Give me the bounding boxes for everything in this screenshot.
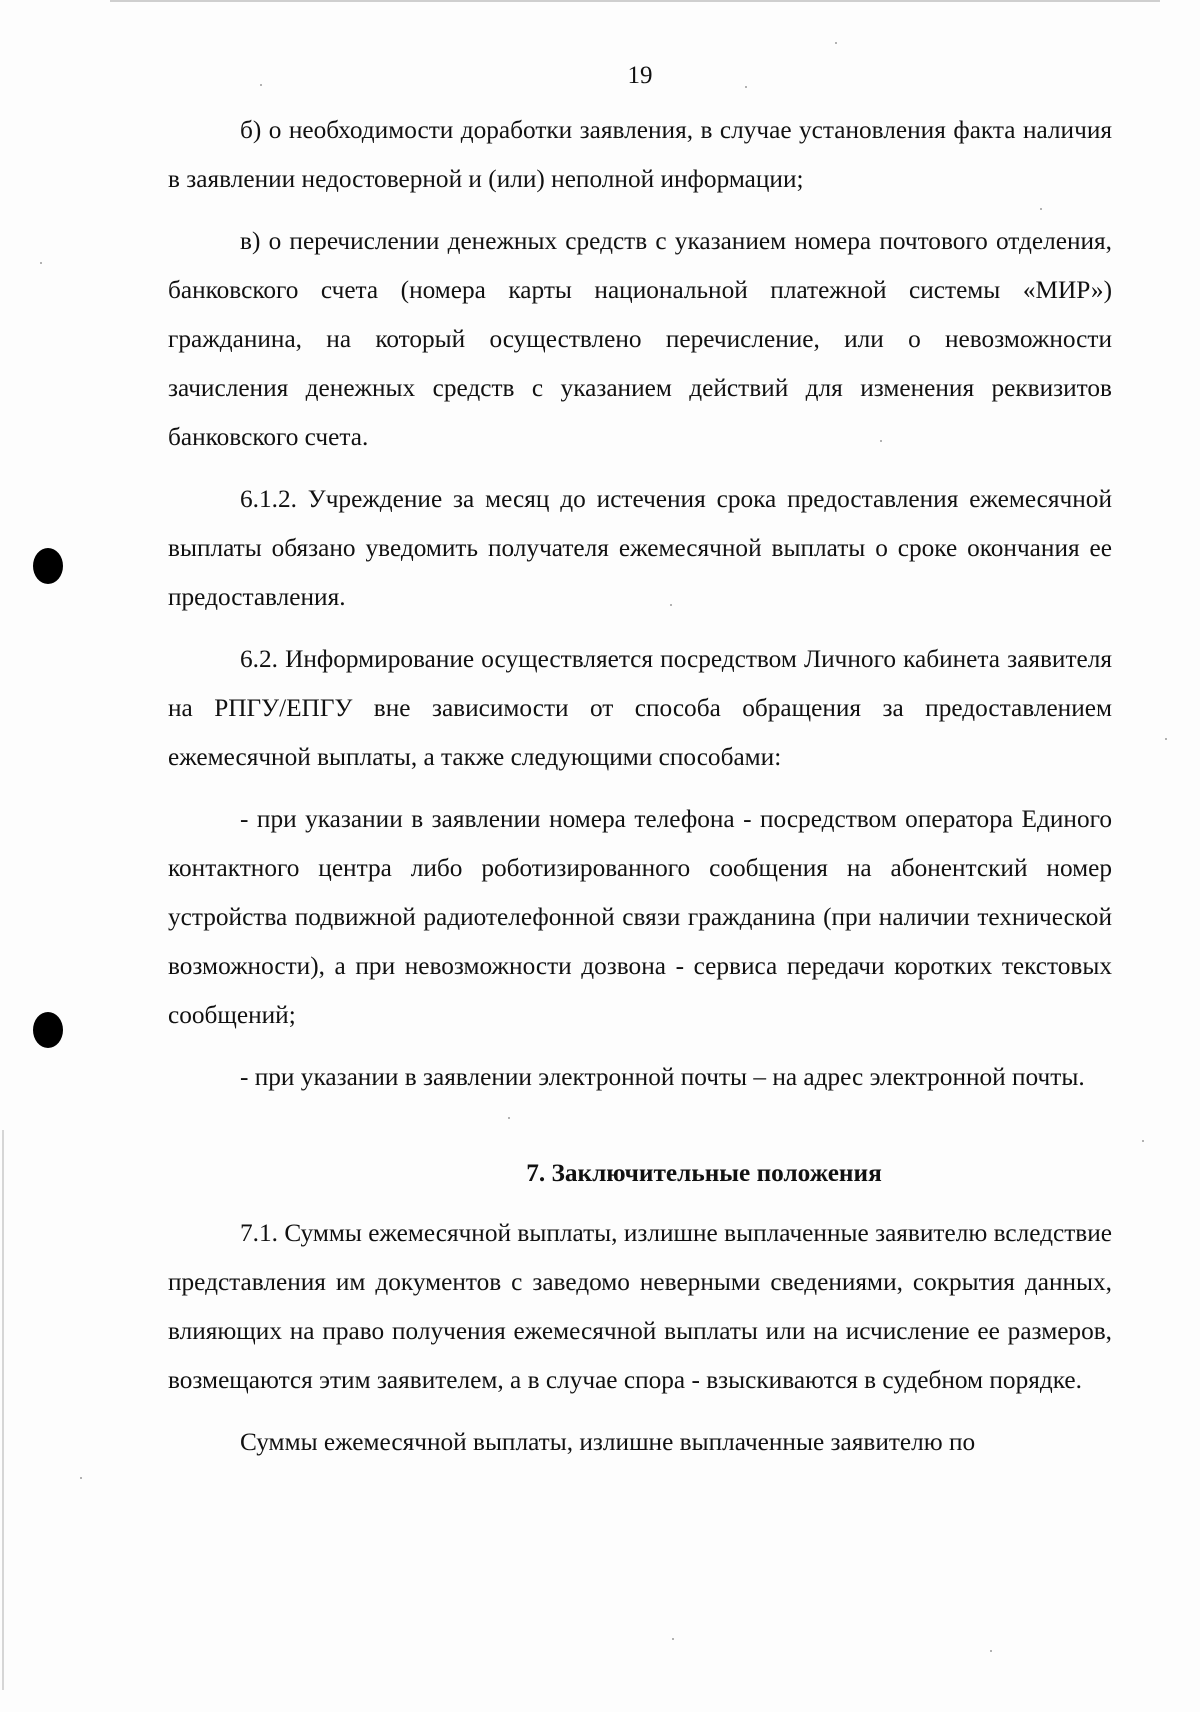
scan-speck [40,262,42,264]
paragraph-6-1-2: 6.1.2. Учреждение за месяц до истечения срока предоставления ежемесячной выплаты обязано уведомить получателя ежемесячной выплаты о сроке окончания ее предоставления. [168,485,1112,611]
paragraph-notice-v: в) о перечислении денежных средств с указанием номера почтового отделения, банковского счета (номера карты национальной платежной системы «МИР») гражданина, на который осуществлено перечисление, или о невозможности зачисления денежных средств с указанием действий для изменения реквизитов банковского счета. [168,227,1112,451]
scan-speck [1040,208,1042,210]
document-body [168,106,1112,1480]
paragraph-overpaid-sums: Суммы ежемесячной выплаты, излишне выплаченные заявителю по [240,1428,976,1456]
section-heading-final-provisions: 7. Заключительные положения [526,1159,882,1187]
paragraph-6-2: 6.2. Информирование осуществляется посредством Личного кабинета заявителя на РПГУ/ЕПГУ вне зависимости от способа обращения за предоставлением ежемесячной выплаты, а также следующими способами: [168,645,1112,771]
page-number: 19 [627,62,653,89]
scan-speck [745,86,747,88]
paragraph-7-1: 7.1. Суммы ежемесячной выплаты, излишне выплаченные заявителю вследствие представления им документов с заведомо неверными сведениями, сокрытия данных, влияющих на право получения ежемесячной выплаты или на исчисление ее размеров, возмещаются этим заявителем, а в случае спора - взыскиваются в судебном порядке. [168,1219,1112,1394]
scan-top-edge [110,0,1160,2]
scan-speck [835,42,837,44]
scan-left-edge [2,1130,4,1690]
scan-speck [508,1117,510,1119]
punch-hole-icon [33,1012,63,1048]
scan-speck [1142,1140,1144,1142]
scan-speck [672,1638,674,1640]
paragraph-notice-b: б) о необходимости доработки заявления, в случае установления факта наличия в заявлении недостоверной и (или) неполной информации; [168,116,1112,193]
punch-hole-icon [33,548,63,584]
scan-speck [990,1650,992,1652]
scan-speck [1165,738,1167,740]
scan-speck [670,604,672,606]
scan-speck [80,1477,82,1479]
scan-speck [880,440,882,442]
scan-speck [260,84,262,86]
paragraph-email-method: - при указании в заявлении электронной почты – на адрес электронной почты. [240,1063,1085,1091]
paragraph-phone-method: - при указании в заявлении номера телефона - посредством оператора Единого контактного центра либо роботизированного сообщения на абонентский номер устройства подвижной радиотелефонной связи гражданина (при наличии технической возможности), а при невозможности дозвона - сервиса передачи коротких текстовых сообщений; [168,805,1112,1029]
